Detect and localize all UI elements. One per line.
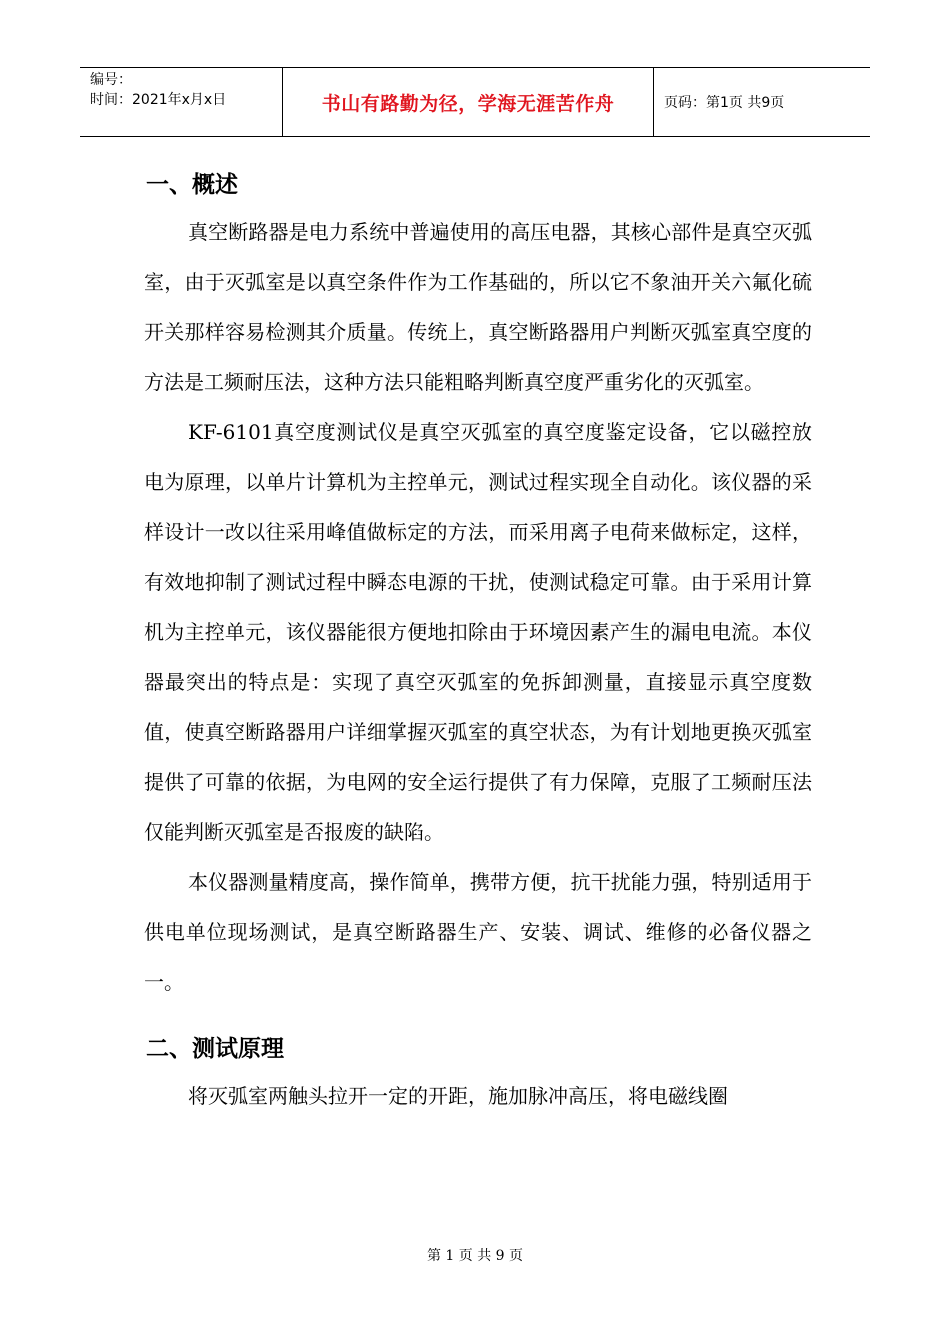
page-header (80, 67, 870, 137)
paragraph: 真空断路器是电力系统中普遍使用的高压电器，其核心部件是真空灭弧室，由于灭弧室是以真空条件作为工作基础的，所以它不象油开关六氟化硫开关那样容易检测其介质量。传统上，真空断路器用户判断灭弧室真空度的方法是工频耐压法，这种方法只能粗略判断真空度严重劣化的灭弧室。 (144, 220, 812, 394)
header-meta (80, 68, 282, 136)
section-heading-principle: 二、测试原理 (146, 1036, 284, 1062)
page-footer: 第 1 页 共 9 页 (426, 1248, 524, 1264)
document-body (144, 163, 812, 1121)
header-page-info: 页码：第1页 共9页 (664, 95, 785, 111)
paragraph: 将灭弧室两触头拉开一定的开距，施加脉冲高压，将电磁线圈 (188, 1084, 728, 1108)
doc-time-label: 时间：2021年x月x日 (90, 92, 227, 108)
section-spacer (144, 1007, 812, 1027)
header-motto: 书山有路勤为径，学海无涯苦作舟 (282, 68, 654, 136)
doc-number-label: 编号： (90, 72, 132, 88)
section-heading-overview: 一、概述 (146, 172, 238, 198)
paragraph: 本仪器测量精度高，操作简单，携带方便，抗干扰能力强，特别适用于供电单位现场测试，是真空断路器生产、安装、调试、维修的必备仪器之一。 (144, 870, 812, 994)
paragraph: KF-6101真空度测试仪是真空灭弧室的真空度鉴定设备，它以磁控放电为原理，以单片计算机为主控单元，测试过程实现全自动化。该仪器的采样设计一改以往采用峰值做标定的方法，而采用离子电荷来做标定，这样，有效地抑制了测试过程中瞬态电源的干扰，使测试稳定可靠。由于采用计算机为主控单元，该仪器能很方便地扣除由于环境因素产生的漏电电流。本仪器最突出的特点是：实现了真空灭弧室的免拆卸测量，直接显示真空度数值，使真空断路器用户详细掌握灭弧室的真空状态，为有计划地更换灭弧室提供了可靠的依据，为电网的安全运行提供了有力保障，克服了工频耐压法仅能判断灭弧室是否报废的缺陷。 (144, 420, 812, 844)
